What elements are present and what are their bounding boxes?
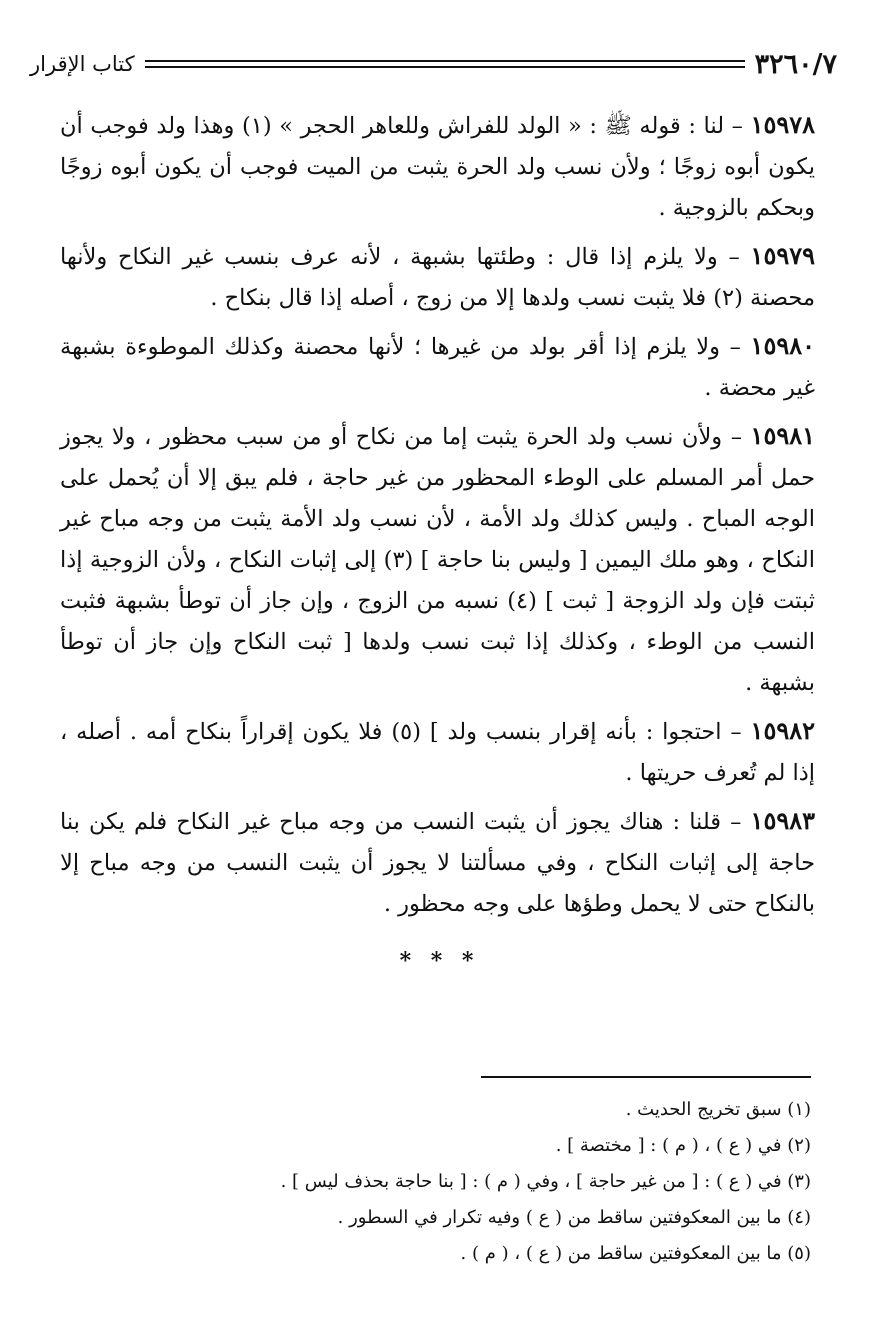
paragraph-text: – قلنا : هناك يجوز أن يثبت النسب من وجه مباح غير النكاح فلم يكن بنا حاجة إلى إثبات النكاح ، وفي مسألتنا لا يجوز أن يثبت النسب من وجه مباح إلا بالنكاح حتى لا يحمل وطؤها على وجه محظور . xyxy=(60,809,815,917)
paragraph-number: ١٥٩٨١ xyxy=(750,421,815,450)
footnote: (٥) ما بين المعكوفتين ساقط من ( ع ) ، ( م ) . xyxy=(460,1243,811,1264)
paragraph-text: – ولا يلزم إذا أقر بولد من غيرها ؛ لأنها محصنة وكذلك الموطوءة بشبهة غير محضة . xyxy=(60,334,815,401)
paragraph xyxy=(60,415,815,704)
paragraph-number: ١٥٩٨٢ xyxy=(750,716,815,745)
paragraph xyxy=(60,104,815,229)
paragraph xyxy=(60,235,815,319)
book-title: كتاب الإقرار xyxy=(30,52,135,76)
paragraph xyxy=(60,710,815,794)
footnote: (٤) ما بين المعكوفتين ساقط من ( ع ) وفيه تكرار في السطور . xyxy=(337,1207,811,1228)
header-rule xyxy=(145,60,745,68)
footnote: (٣) في ( ع ) : [ من غير حاجة ] ، وفي ( م ) : [ بنا حاجة بحذف ليس ] . xyxy=(280,1171,811,1192)
footnote-rule xyxy=(481,1076,811,1078)
paragraph xyxy=(60,325,815,409)
page-number: ٣٢٦٠/٧ xyxy=(754,48,837,80)
running-header xyxy=(30,46,837,82)
footnote: (١) سبق تخريج الحديث . xyxy=(625,1099,811,1120)
main-text xyxy=(60,104,815,931)
paragraph-number: ١٥٩٧٨ xyxy=(750,110,816,139)
paragraph-text: – لنا : قوله ﷺ : « الولد للفراش وللعاهر الحجر » (١) وهذا ولد فوجب أن يكون أبوه زوجًا ؛ ولأن نسب ولد الحرة يثبت من الميت فوجب أن يكون أبوه زوجًا وبحكم بالزوجية . xyxy=(60,113,815,221)
paragraph-number: ١٥٩٧٩ xyxy=(750,241,815,270)
paragraph-text: – ولأن نسب ولد الحرة يثبت إما من نكاح أو من سبب محظور ، ولا يجوز حمل أمر المسلم على الوطء المحظور من غير حاجة ، فلم يبق إلا أن يُحمل على الوجه المباح . وليس كذلك ولد الأمة ، لأن نسب ولد الأمة يثبت من وجه مباح غير النكاح ، وهو ملك اليمين [ وليس بنا حاجة ] (٣) إلى إثبات النكاح ، ولأن الزوجية إذا ثبتت فإن ولد الزوجة [ ثبت ] (٤) نسبه من الزوج ، وإن جاز أن توطأ بشبهة فثبت النسب من الوطء ، وكذلك إذا ثبت نسب ولدها [ ثبت النكاح وإن جاز أن توطأ بشبهة . xyxy=(60,424,816,696)
paragraph-text: – احتجوا : بأنه إقرار بنسب ولد ] (٥) فلا يكون إقراراً بنكاح أمه . أصله ، إذا لم تُعرف حريتها . xyxy=(60,719,815,786)
paragraph-number: ١٥٩٨٠ xyxy=(750,331,815,360)
footnote: (٢) في ( ع ) ، ( م ) : [ مختصة ] . xyxy=(555,1135,811,1156)
paragraph xyxy=(60,800,815,925)
paragraph-text: – ولا يلزم إذا قال : وطئتها بشبهة ، لأنه عرف بنسب غير النكاح ولأنها محصنة (٢) فلا يثبت نسب ولدها إلا من زوج ، أصله إذا قال بنكاح . xyxy=(60,244,815,311)
section-separator: * * * xyxy=(399,948,480,974)
footnotes xyxy=(60,1092,811,1272)
paragraph-number: ١٥٩٨٣ xyxy=(750,806,815,835)
